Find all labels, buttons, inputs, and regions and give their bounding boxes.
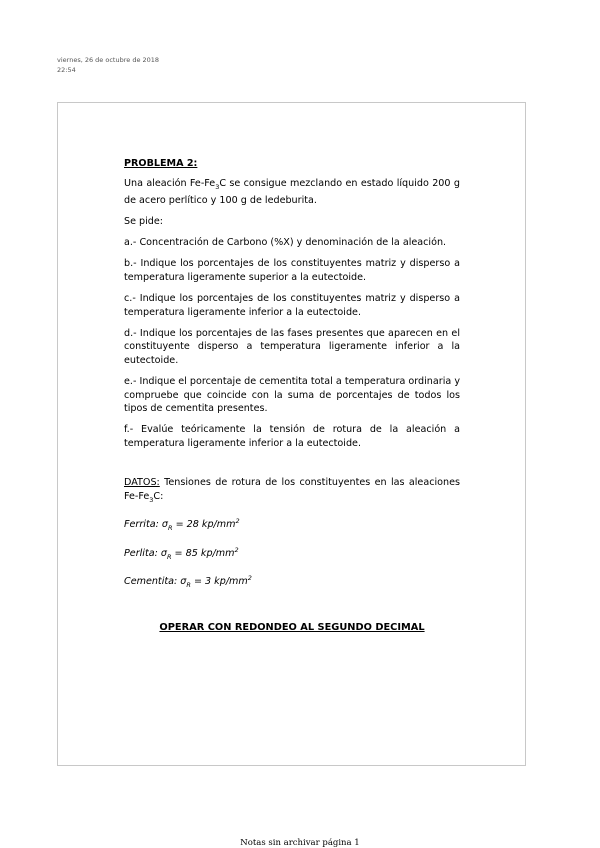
question-b: b.- Indique los porcentajes de los constituyentes matriz y disperso a temperatura ligeramente superior a la eutectoide. — [124, 258, 460, 283]
page-header — [57, 55, 159, 75]
question-a: a.- Concentración de Carbono (%X) y denominación de la aleación. — [124, 237, 447, 249]
value-ferrita — [124, 515, 460, 536]
value-name: Cementita: σ — [124, 576, 187, 588]
question-d: d.- Indique los porcentajes de las fases presentes que aparecen en el constituyente disperso a temperatura ligeramente inferior a la eutectoide. — [124, 327, 460, 366]
datos-paragraph — [124, 476, 460, 507]
spacer — [124, 458, 460, 476]
datos-text-post: C: — [153, 490, 164, 502]
value-number: = 28 kp/mm — [172, 519, 236, 531]
header-date: viernes, 26 de octubre de 2018 — [57, 56, 160, 64]
page-footer: Notas sin archivar página 1 — [240, 838, 360, 848]
value-sup: 2 — [235, 517, 240, 526]
se-pide: Se pide: — [124, 216, 164, 228]
problem-title: PROBLEMA 2: — [124, 158, 198, 169]
datos-label: DATOS: — [124, 477, 160, 488]
question-f: f.- Evalúe teóricamente la tensión de rotura de la aleación a temperatura ligeramente inferior a la eutectoide. — [124, 424, 460, 449]
value-sub: R — [186, 581, 191, 590]
problem-intro — [124, 177, 460, 208]
value-perlita — [124, 544, 460, 565]
datos-subscript: 3 — [149, 495, 154, 504]
intro-subscript: 3 — [215, 182, 220, 191]
value-sub: R — [166, 552, 172, 561]
value-number: = 3 kp/mm — [190, 576, 248, 588]
final-note: OPERAR CON REDONDEO AL SEGUNDO DECIMAL — [159, 622, 425, 634]
value-name: Perlita: σ — [124, 547, 167, 559]
question-e: e.- Indique el porcentaje de cementita total a temperatura ordinaria y compruebe que coincide con la suma de porcentajes de todos los tipos de cementita presentes. — [124, 376, 460, 415]
value-name: Ferrita: σ — [124, 519, 168, 531]
datos-text-pre: Tensiones de rotura de los constituyentes en las aleaciones Fe-Fe — [124, 477, 460, 502]
header-time: 22:54 — [57, 66, 76, 74]
value-sub: R — [167, 524, 173, 533]
intro-text-pre: Una aleación Fe-Fe — [124, 177, 216, 189]
value-cementita — [124, 572, 460, 593]
intro-text-post: C se consigue mezclando en estado líquido 200 g de acero perlítico y 100 g de ledeburita. — [124, 177, 460, 207]
note-content — [124, 157, 460, 642]
question-c: c.- Indique los porcentajes de los constituyentes matriz y disperso a temperatura ligeramente inferior a la eutectoide. — [124, 293, 460, 318]
value-number: = 85 kp/mm — [171, 547, 235, 559]
value-sup: 2 — [234, 545, 239, 554]
value-sup: 2 — [247, 574, 252, 583]
